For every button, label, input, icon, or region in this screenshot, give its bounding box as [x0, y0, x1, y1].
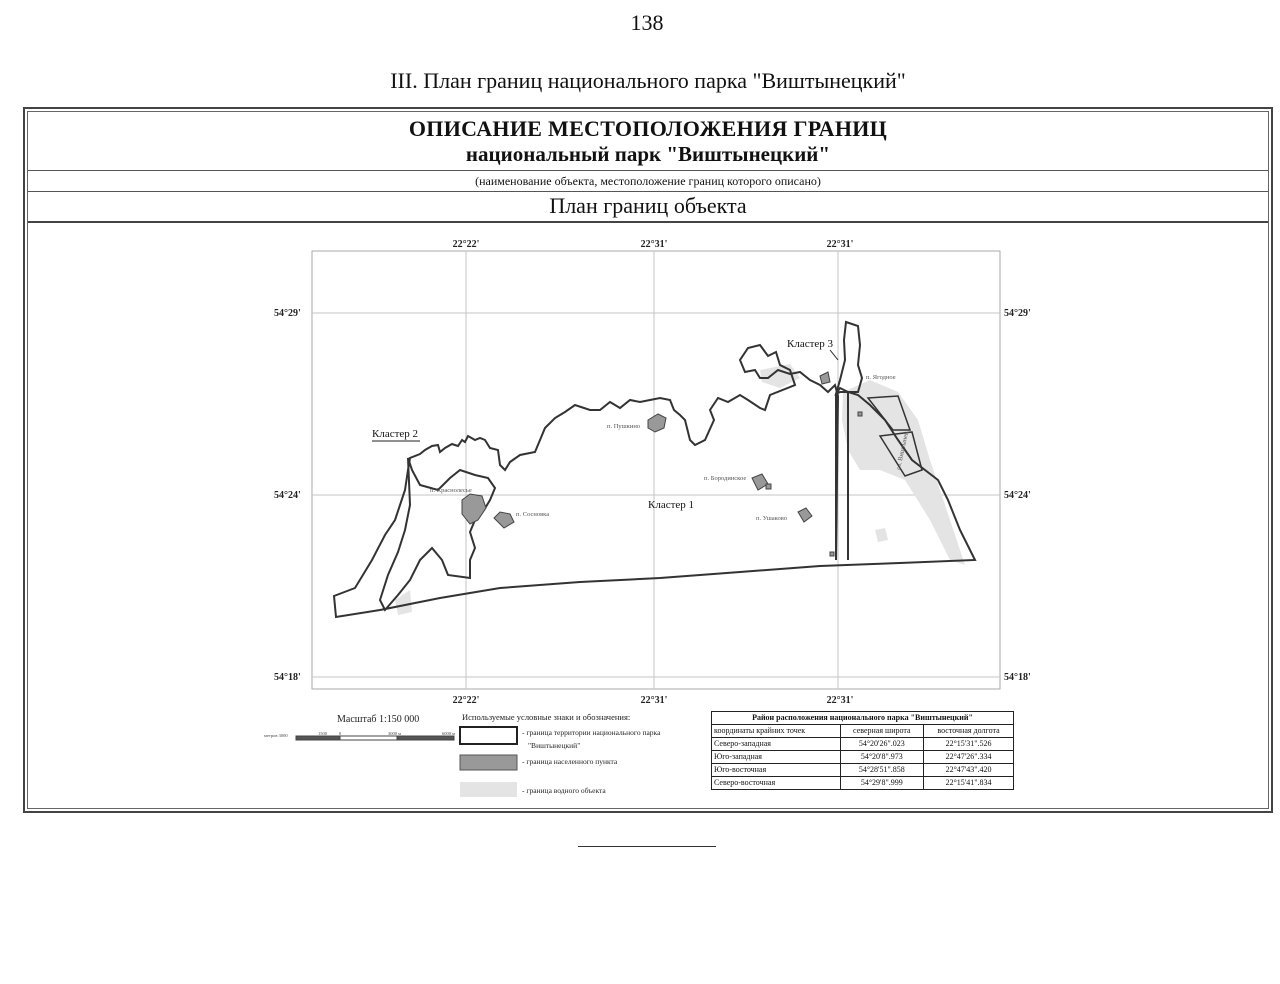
legend-symbol-park-boundary: [460, 727, 517, 744]
table-header-lon: восточная долгота: [924, 725, 1014, 738]
small-settlement-2: [830, 552, 834, 556]
row-lon: 22°15'31".526: [924, 738, 1014, 751]
page-number: 138: [630, 10, 664, 35]
left-lat-label-2: 54°24': [274, 490, 301, 501]
row-lat: 54°29'8".999: [840, 777, 924, 790]
scale-label: Масштаб 1:150 000: [337, 714, 420, 725]
table-header-lat: северная широта: [840, 725, 924, 738]
settlement-krasnolesye-label: п. Краснолесье: [430, 487, 472, 494]
settlements: [462, 372, 862, 556]
row-point-name: Юго-западная: [712, 751, 841, 764]
left-lat-label-3: 54°18': [274, 672, 301, 683]
table-row: [712, 777, 1014, 790]
settlement-ushakovo-label: п. Ушаково: [756, 515, 788, 522]
section-title: III. План границ национального парка "Виштынецкий": [390, 68, 906, 93]
right-lat-label-2: 54°24': [1004, 490, 1031, 501]
settlement-sosnovka-area: [494, 512, 514, 528]
settlement-sosnovka-label: п. Сосновка: [516, 511, 550, 518]
row-lat: 54°20'8".973: [840, 751, 924, 764]
scale-tick-3000: 3000 м: [388, 731, 401, 736]
small-water-2: [875, 528, 888, 542]
footer-separator: [578, 846, 716, 847]
legend-label-water: - граница водного объекта: [522, 786, 606, 795]
cluster-1-label: Кластер 1: [648, 499, 695, 511]
row-lat: 54°20'26".023: [840, 738, 924, 751]
table-row: [712, 751, 1014, 764]
small-water-3: [395, 590, 412, 615]
scale-tick-6000: 6000 м: [442, 731, 455, 736]
legend-label-settlement: - граница населенного пункта: [522, 757, 618, 766]
park-boundary-cluster-2: [380, 458, 495, 610]
table-row: [712, 764, 1014, 777]
table-row: [712, 738, 1014, 751]
legend-symbol-settlement: [460, 755, 517, 770]
row-lat: 54°28'51".858: [840, 764, 924, 777]
row-point-name: Юго-восточная: [712, 764, 841, 777]
document-title: ОПИСАНИЕ МЕСТОПОЛОЖЕНИЯ ГРАНИЦ: [408, 116, 888, 141]
table-header-points: координаты крайних точек: [712, 725, 841, 738]
extreme-points-table: [711, 711, 1014, 790]
top-lon-label-1: 22°22': [452, 239, 480, 250]
settlement-yagodnoye-label: п. Ягодное: [866, 374, 896, 381]
object-name: национальный парк "Виштынецкий": [465, 142, 831, 166]
scale-tick-meters: метров 3000: [264, 733, 288, 738]
lake-label: оз. Виштынец: [895, 430, 911, 471]
scale-bar: [296, 736, 454, 740]
settlement-ushakovo-area: [798, 508, 812, 522]
scale-tick-0: 0: [339, 731, 342, 736]
row-lon: 22°15'41".834: [924, 777, 1014, 790]
settlement-pushkino-area: [648, 414, 666, 432]
table-title: Район расположения национального парка "Виштынецкий": [712, 712, 1014, 725]
settlement-yagodnoye-area: [820, 372, 830, 384]
cluster-2-label: Кластер 2: [372, 428, 419, 440]
top-lon-label-2: 22°31': [640, 239, 668, 250]
row-point-name: Северо-восточная: [712, 777, 841, 790]
row-lon: 22°47'26".334: [924, 751, 1014, 764]
legend-title: Используемые условные знаки и обозначения:: [462, 712, 631, 722]
scale-tick-1500: 1500: [318, 731, 327, 736]
bottom-lon-label-2: 22°31': [640, 695, 668, 706]
left-lat-label-1: 54°29': [274, 308, 301, 319]
row-lon: 22°47'43".420: [924, 764, 1014, 777]
top-lon-label-3: 22°31': [826, 239, 854, 250]
row-point-name: Северо-западная: [712, 738, 841, 751]
cluster-3-leader: [830, 350, 838, 360]
right-lat-label-1: 54°29': [1004, 308, 1031, 319]
settlement-borodinskoye-label: п. Бородинское: [704, 475, 747, 482]
caption-row: (наименование объекта, местоположение границ которого описано): [28, 171, 1268, 192]
plan-title: План границ объекта: [28, 192, 1268, 223]
bottom-lon-label-1: 22°22': [452, 695, 480, 706]
bottom-lon-label-3: 22°31': [826, 695, 854, 706]
small-settlement-3: [858, 412, 862, 416]
legend-label-park-boundary: - граница территории национального парка "Виштынецкий": [522, 728, 661, 750]
park-boundary-cluster-3: [836, 322, 862, 394]
legend-symbol-water: [460, 782, 517, 797]
settlement-pushkino-label: п. Пушкино: [607, 423, 641, 430]
cluster-3-label: Кластер 3: [787, 338, 834, 350]
right-lat-label-3: 54°18': [1004, 672, 1031, 683]
small-settlement-1: [766, 484, 771, 489]
